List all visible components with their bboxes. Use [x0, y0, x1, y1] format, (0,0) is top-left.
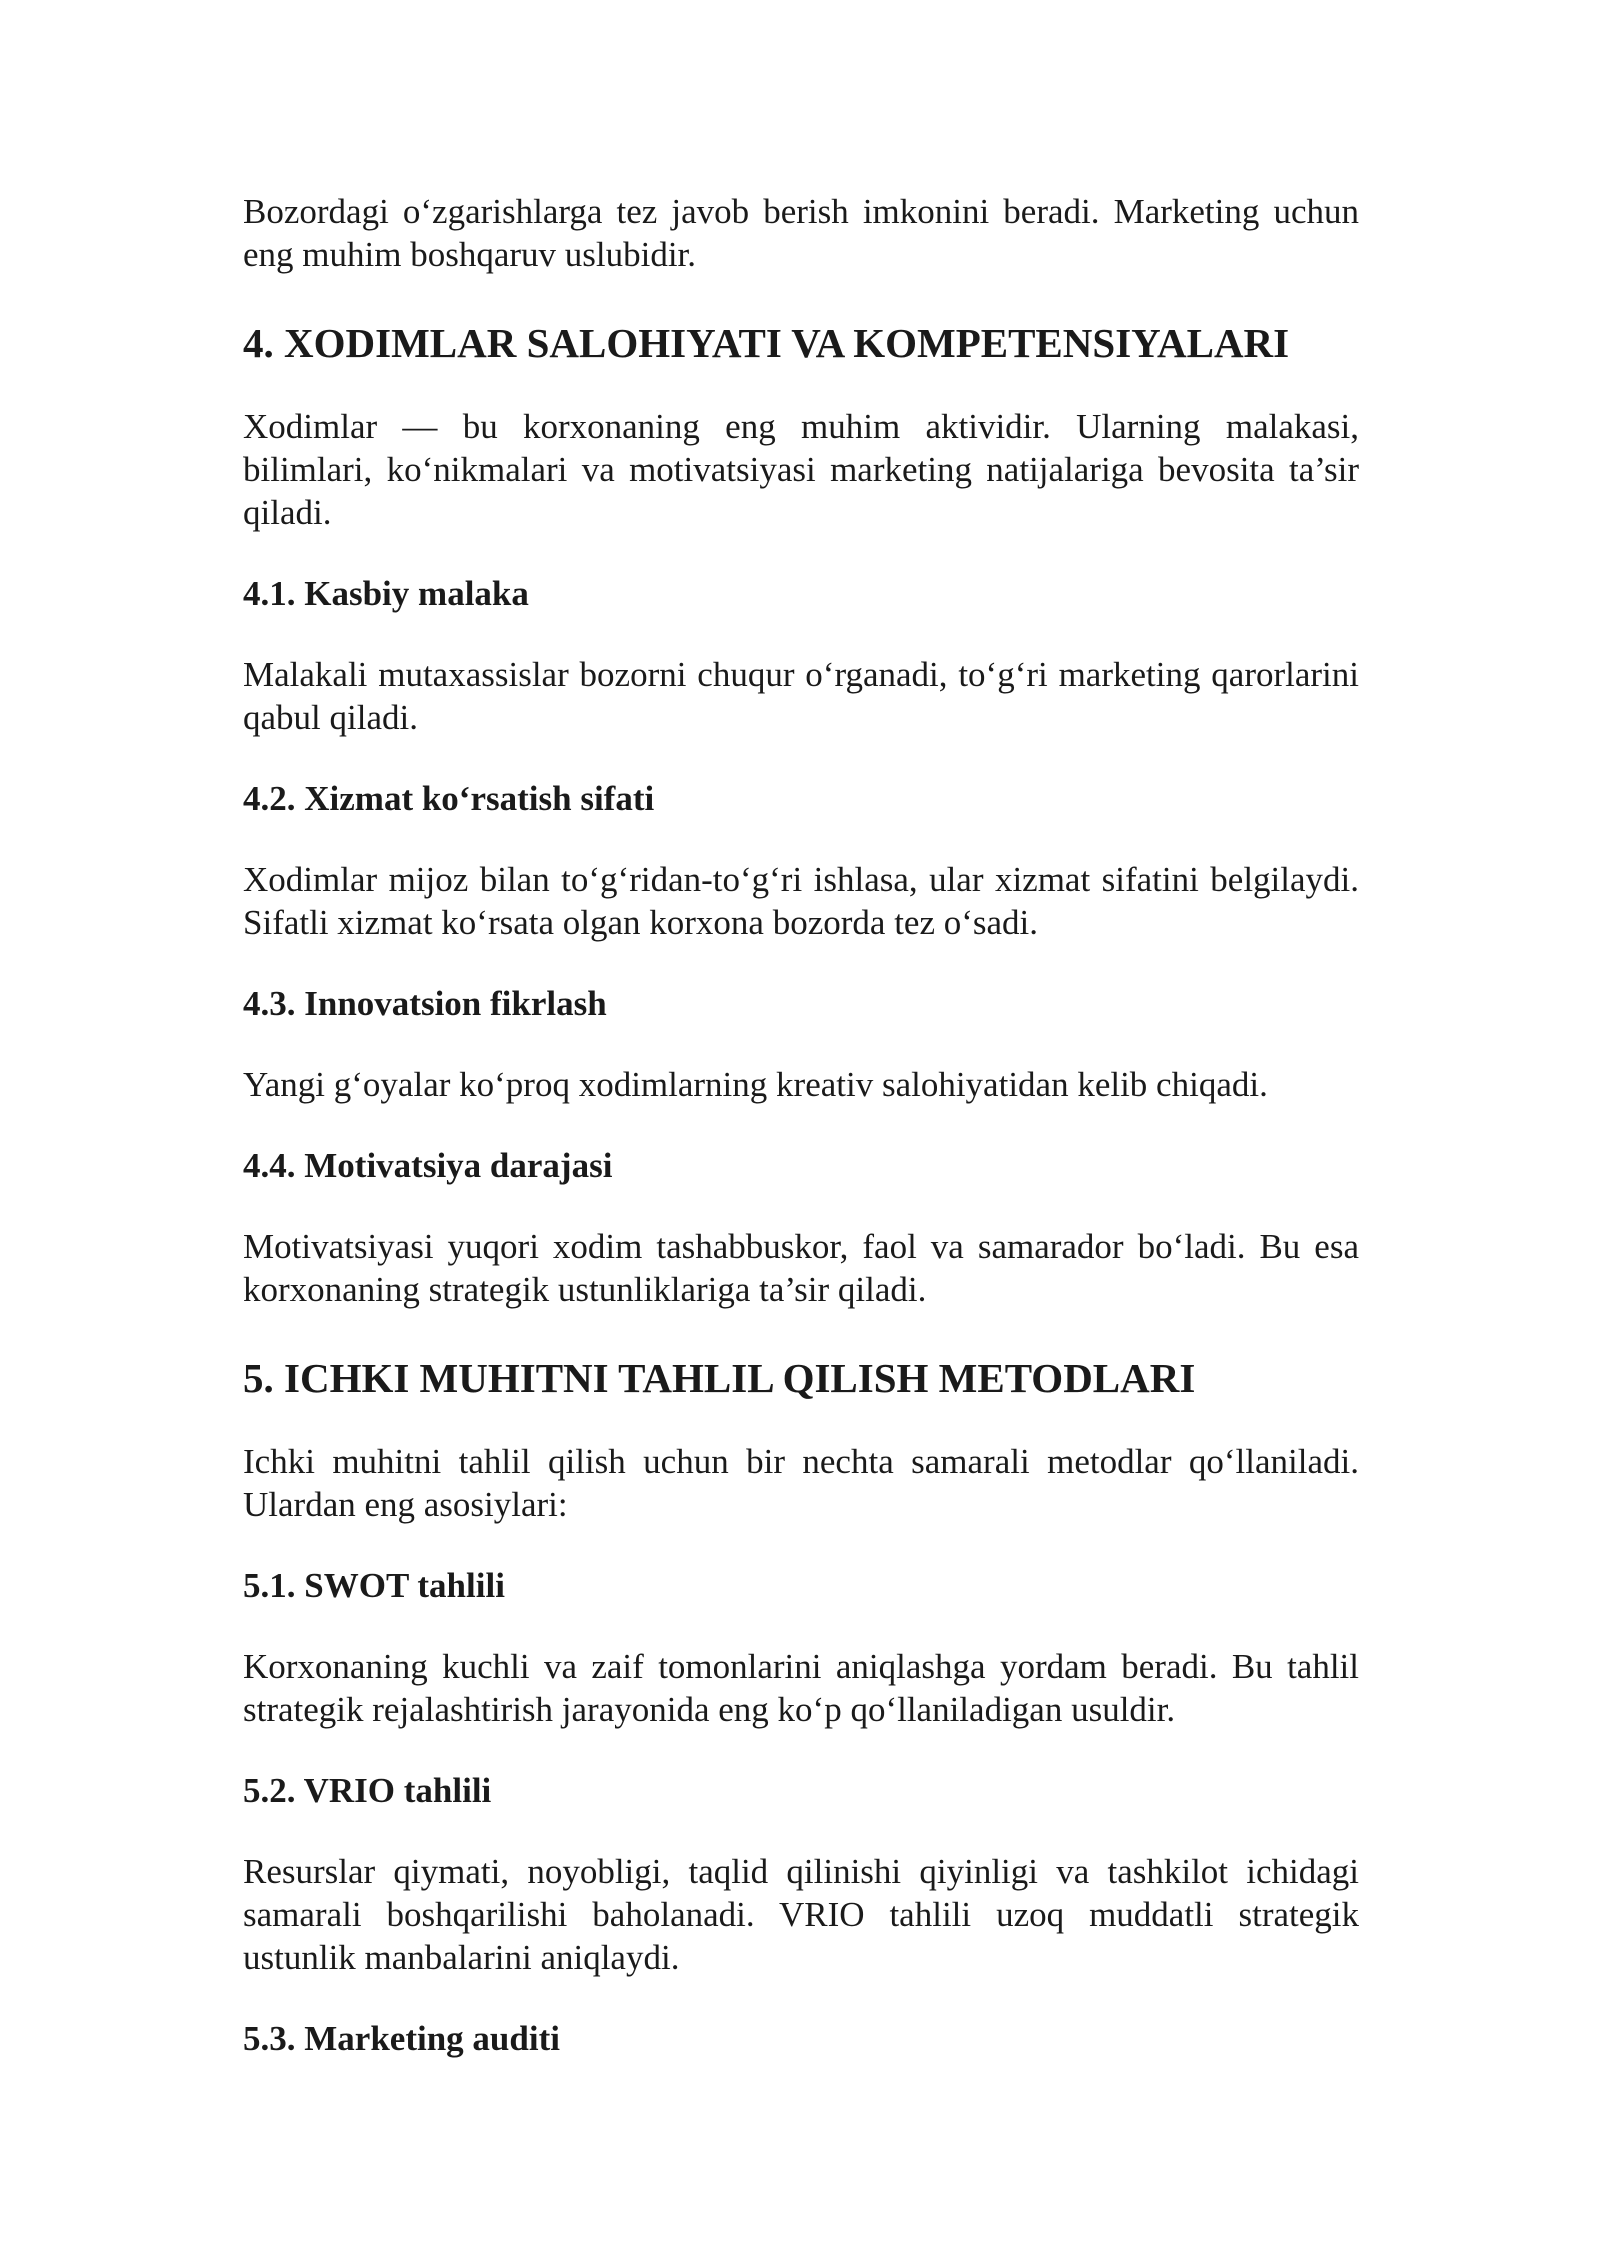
subsection-4-3-text: Yangi g‘oyalar ko‘proq xodimlarning kreativ salohiyatidan kelib chiqadi.	[243, 1065, 1268, 1104]
subsection-5-3-heading: 5.3. Marketing auditi	[243, 2019, 560, 2058]
subsection-4-2-text: Xodimlar mijoz bilan to‘g‘ridan-to‘g‘ri ishlasa, ular xizmat sifatini belgilaydi. Sifatli xizmat ko‘rsata olgan korxona bozorda tez o‘sadi.	[243, 860, 1359, 942]
section-4-intro: Xodimlar — bu korxonaning eng muhim aktividir. Ularning malakasi, bilimlari, ko‘nikmalari va motivatsiyasi marketing natijalariga bevosita ta’sir qiladi.	[243, 407, 1359, 532]
subsection-4-2-heading: 4.2. Xizmat ko‘rsatish sifati	[243, 779, 655, 818]
subsection-5-1-text: Korxonaning kuchli va zaif tomonlarini aniqlashga yordam beradi. Bu tahlil strategik rejalashtirish jarayonida eng ko‘p qo‘llaniladigan usuldir.	[243, 1647, 1359, 1729]
intro-paragraph: Bozordagi o‘zgarishlarga tez javob berish imkonini beradi. Marketing uchun eng muhim boshqaruv uslubidir.	[243, 192, 1359, 274]
subsection-4-1-text: Malakali mutaxassislar bozorni chuqur o‘rganadi, to‘g‘ri marketing qarorlarini qabul qiladi.	[243, 655, 1359, 737]
subsection-4-4-heading: 4.4. Motivatsiya darajasi	[243, 1146, 613, 1185]
document-page	[243, 190, 1359, 2060]
section-5-heading: 5. ICHKI MUHITNI TAHLIL QILISH METODLARI	[243, 1355, 1196, 1401]
subsection-4-1-heading: 4.1. Kasbiy malaka	[243, 574, 529, 613]
subsection-5-1-heading: 5.1. SWOT tahlili	[243, 1566, 505, 1605]
section-5-intro: Ichki muhitni tahlil qilish uchun bir nechta samarali metodlar qo‘llaniladi. Ulardan eng asosiylari:	[243, 1442, 1359, 1524]
subsection-4-4-text: Motivatsiyasi yuqori xodim tashabbuskor, faol va samarador bo‘ladi. Bu esa korxonaning strategik ustunliklariga ta’sir qiladi.	[243, 1227, 1359, 1309]
subsection-5-2-heading: 5.2. VRIO tahlili	[243, 1771, 492, 1810]
subsection-5-2-text: Resurslar qiymati, noyobligi, taqlid qilinishi qiyinligi va tashkilot ichidagi samarali boshqarilishi baholanadi. VRIO tahlili uzoq muddatli strategik ustunlik manbalarini aniqlaydi.	[243, 1852, 1359, 1977]
subsection-4-3-heading: 4.3. Innovatsion fikrlash	[243, 984, 607, 1023]
section-4-heading: 4. XODIMLAR SALOHIYATI VA KOMPETENSIYALARI	[243, 320, 1290, 366]
